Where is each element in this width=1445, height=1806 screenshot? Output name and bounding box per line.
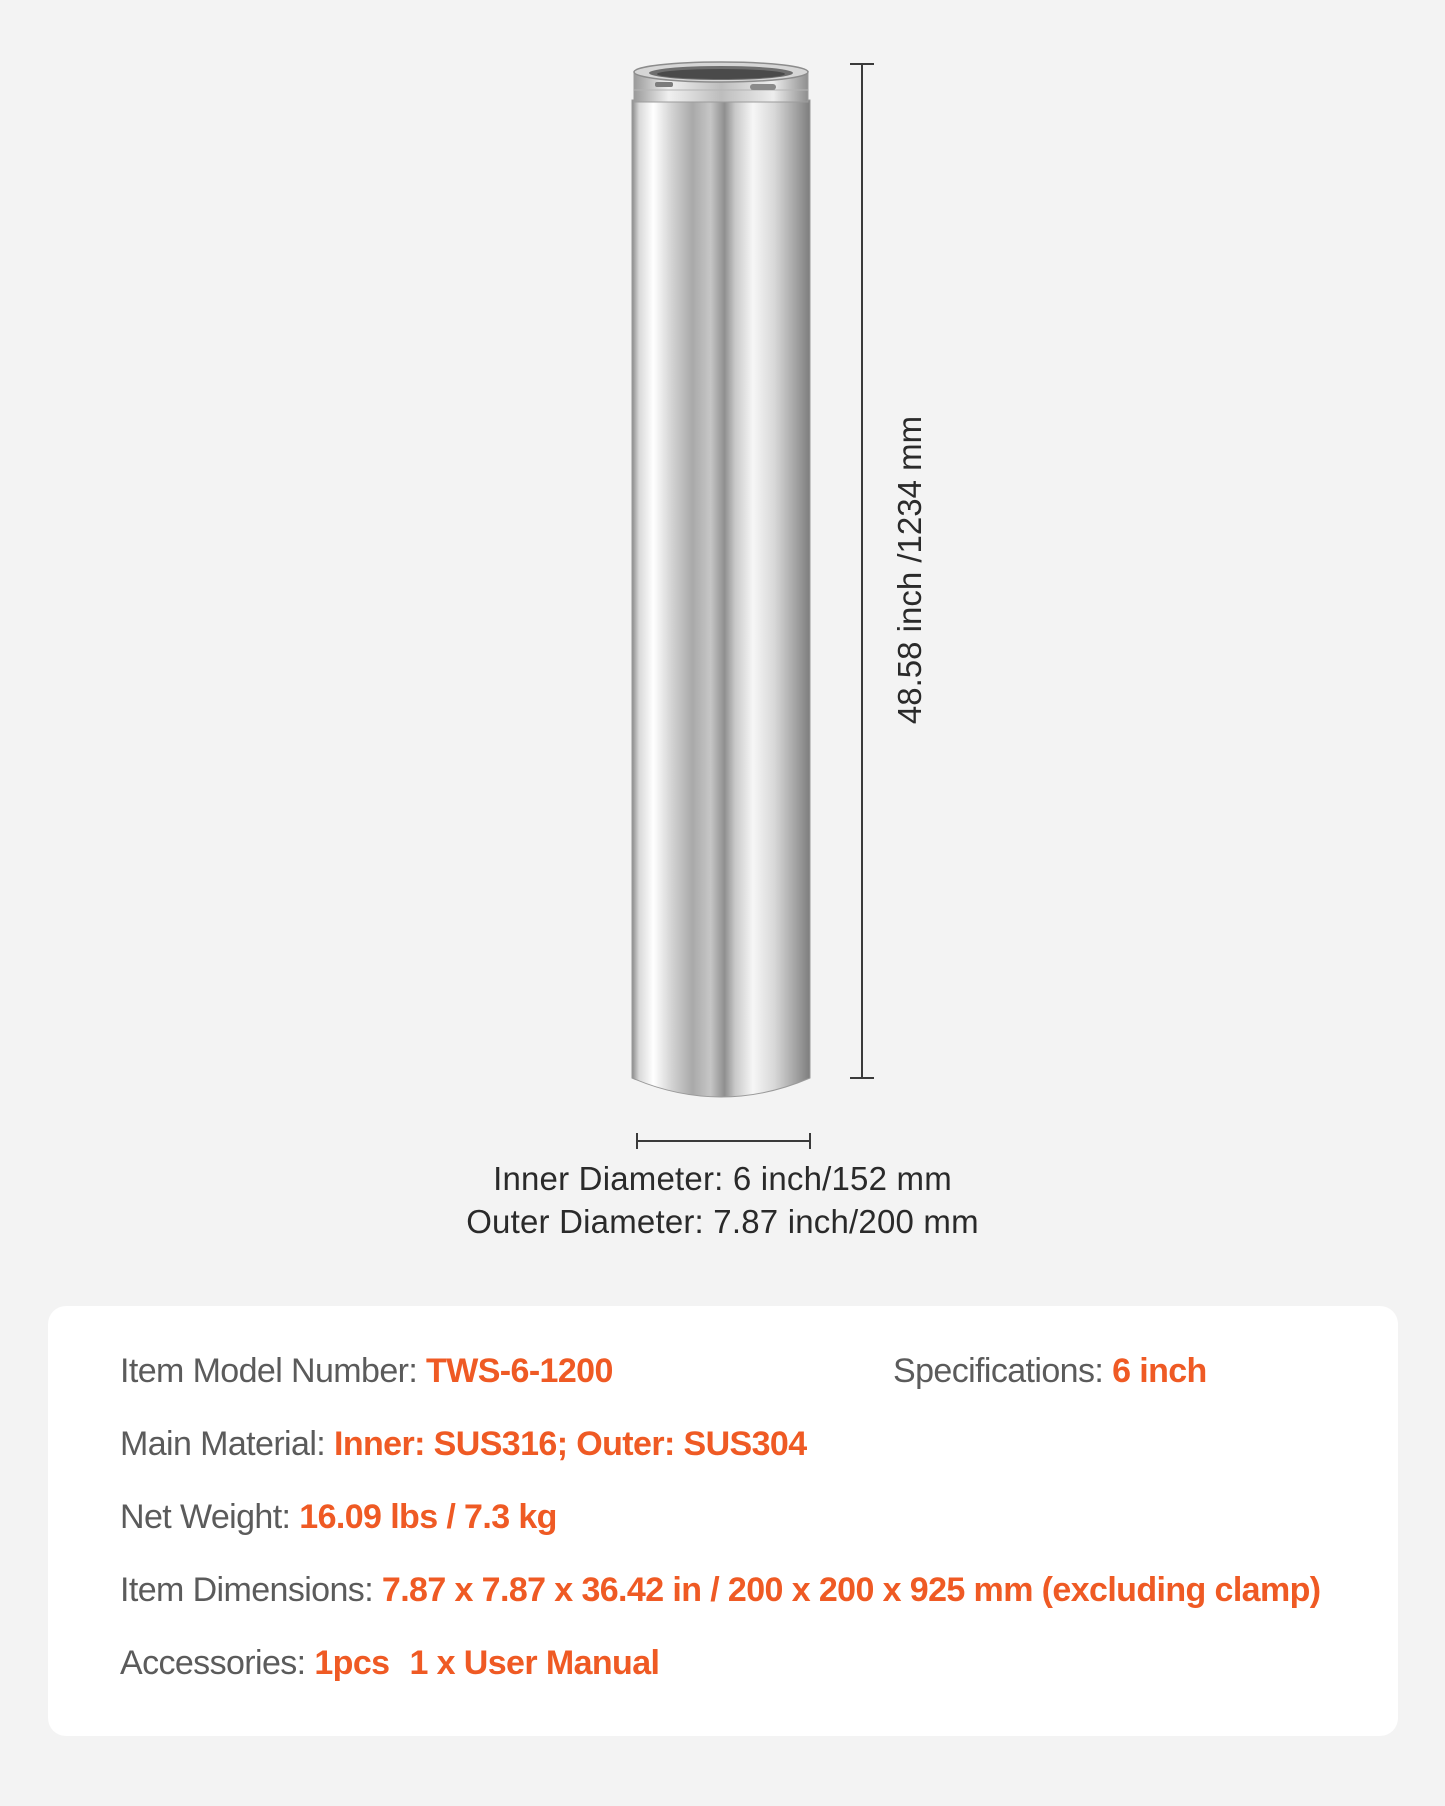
spec-label-dimensions: Item Dimensions:	[120, 1571, 382, 1609]
spec-value-specifications: 6 inch	[1112, 1352, 1207, 1390]
inner-diameter-label: Inner Diameter: 6 inch/152 mm	[493, 1160, 952, 1197]
height-dimension-line	[850, 64, 874, 1078]
spec-value-dimensions: 7.87 x 7.87 x 36.42 in / 200 x 200 x 925 mm (excluding clamp)	[381, 1571, 1321, 1609]
spec-label-weight: Net Weight:	[120, 1498, 300, 1536]
diameter-dimension-line	[637, 1133, 810, 1149]
spec-value-material: Inner: SUS316; Outer: SUS304	[333, 1425, 807, 1463]
spec-label-material: Main Material:	[120, 1425, 334, 1463]
height-label: 48.58 inch /1234 mm	[891, 415, 928, 725]
spec-row-specifications	[893, 1352, 1207, 1391]
spec-card	[48, 1306, 1398, 1736]
pipe-body	[632, 62, 810, 1097]
outer-diameter-label: Outer Diameter: 7.87 inch/200 mm	[466, 1203, 979, 1240]
spec-value-accessories-item: 1 x User Manual	[409, 1644, 660, 1682]
spec-row-accessories	[120, 1644, 659, 1683]
spec-value-weight: 16.09 lbs / 7.3 kg	[299, 1498, 557, 1536]
spec-row-weight	[120, 1498, 557, 1537]
spec-row-dimensions	[120, 1571, 1321, 1610]
spec-row-material	[120, 1425, 807, 1464]
spec-label-accessories: Accessories:	[120, 1644, 315, 1682]
spec-label-model: Item Model Number:	[120, 1352, 427, 1390]
spec-label-specifications: Specifications:	[893, 1352, 1113, 1390]
spec-value-accessories-qty: 1pcs	[314, 1644, 390, 1682]
spec-row-model	[120, 1352, 613, 1391]
spec-value-model: TWS-6-1200	[426, 1352, 613, 1390]
